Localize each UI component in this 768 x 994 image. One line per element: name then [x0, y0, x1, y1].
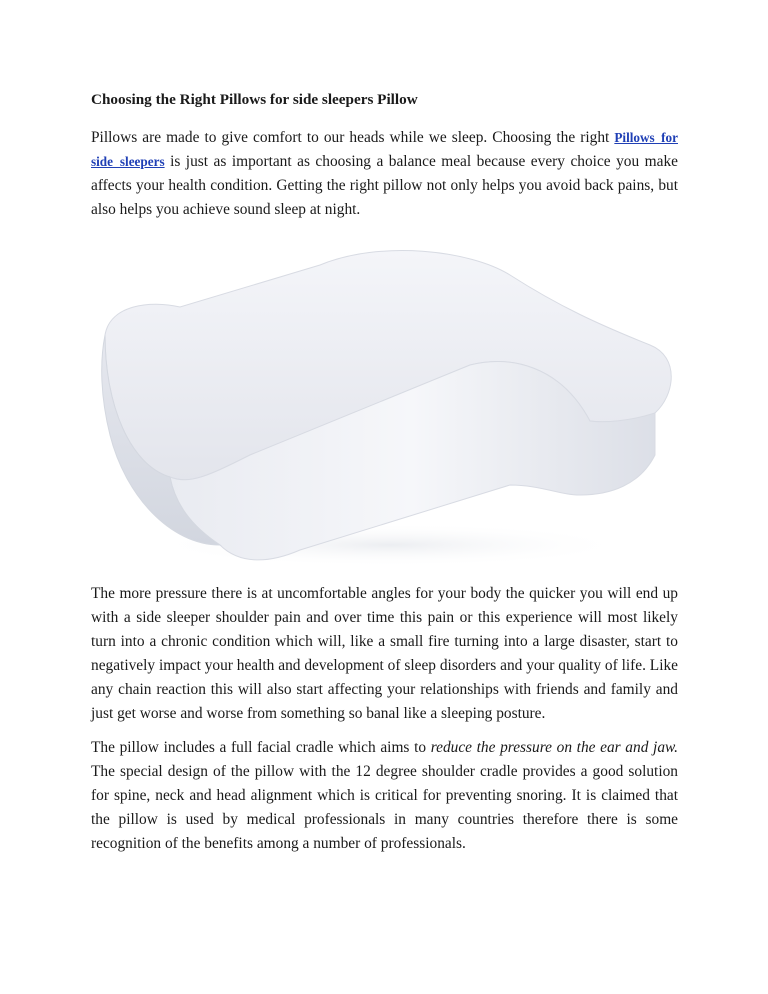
cradle-text-before-emphasis: The pillow includes a full facial cradle which aims to: [91, 739, 431, 756]
pressure-paragraph: The more pressure there is at uncomfortable angles for your body the quicker you will end up with a side sleeper shoulder pain and over time this pain or this experience will most likely turn into a chronic condition which will, like a small fire turning into a large disaster, start to negatively impact your health and development of sleep disorders and your quality of life. Like any chain reaction this will also start affecting your relationships with friends and family and just get worse and worse from something so banal like a sleeping posture.: [91, 585, 678, 722]
pillow-image: [90, 245, 680, 570]
intro-text-before-link: Pillows are made to give comfort to our heads while we sleep. Choosing the right: [91, 129, 615, 146]
intro-section: [91, 88, 678, 222]
pillows-for-side-sleepers-link[interactable]: Pillows for side sleepers: [91, 130, 678, 169]
contour-pillow-illustration: [90, 245, 680, 570]
body-section: [91, 582, 678, 856]
intro-text-after-link: is just as important as choosing a balance meal because every choice you make affects your health condition. Getting the right pillow not only helps you avoid back pains, but also helps you achieve sound sleep at night.: [91, 153, 678, 218]
cradle-paragraph: [91, 736, 678, 856]
cradle-text-after-emphasis: The special design of the pillow with the 12 degree shoulder cradle provides a good solution for spine, neck and head alignment which is critical for preventing snoring. It is claimed that the pillow is used by medical professionals in many countries therefore there is some recognition of the benefits among a number of professionals.: [91, 763, 678, 852]
intro-paragraph: [91, 126, 678, 222]
cradle-emphasis: reduce the pressure on the ear and jaw.: [430, 739, 678, 756]
page-title: Choosing the Right Pillows for side sleepers Pillow: [91, 91, 418, 108]
